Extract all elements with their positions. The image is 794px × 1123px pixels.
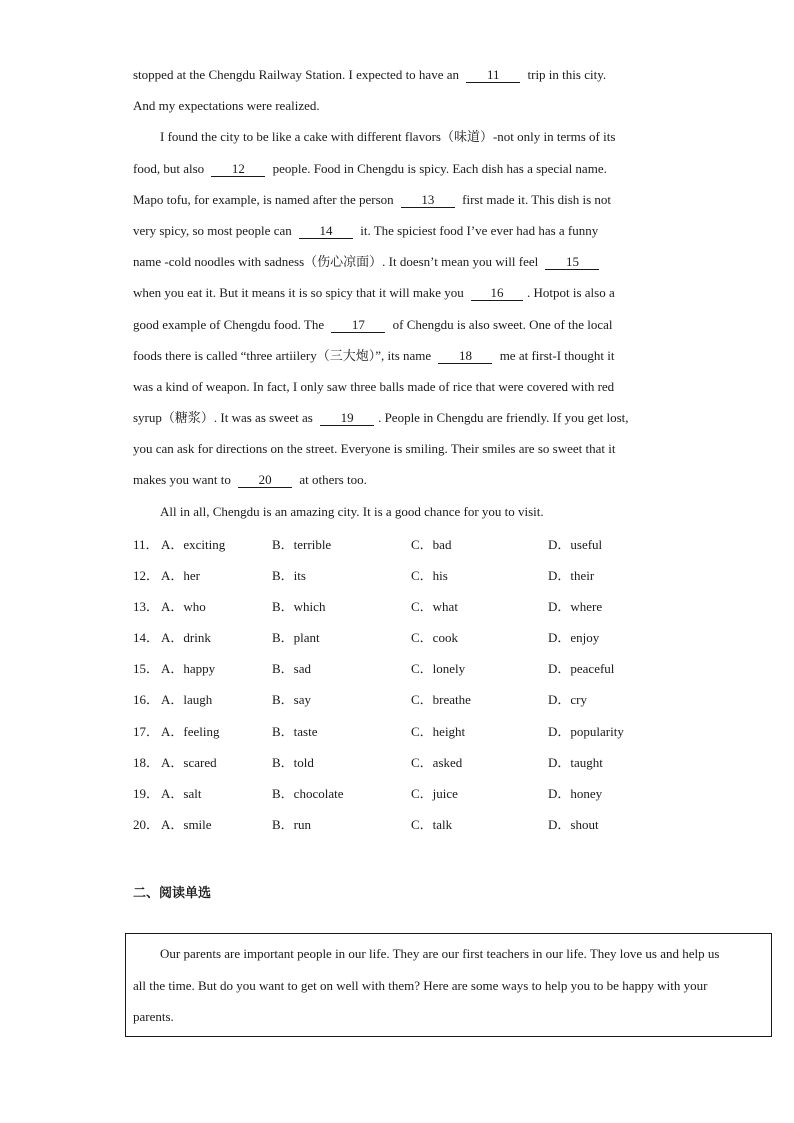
option-a: A．laugh (161, 692, 213, 708)
passage-line-4: food, but also 12 people. Food in Chengdu is spicy. Each dish has a special name. (133, 160, 607, 176)
option-c: C．talk (411, 816, 453, 832)
option-b: B．plant (272, 630, 320, 646)
option-a: A．scared (161, 754, 217, 770)
option-b: B．sad (272, 661, 312, 677)
option-a: A．smile (161, 816, 212, 832)
passage-line-3: I found the city to be like a cake with different flavors（味道）-not only in terms of its (160, 129, 616, 145)
reading-line-2: all the time. But do you want to get on well with them? Here are some ways to help you to be happy with your (133, 977, 708, 993)
passage-line-9: good example of Chengdu food. The 17 of Chengdu is also sweet. One of the local (133, 316, 613, 332)
reading-line-3: parents. (133, 1009, 174, 1024)
option-a: A．salt (161, 785, 202, 801)
question-row (133, 784, 673, 815)
question-row (133, 815, 673, 846)
cloze-passage (133, 65, 668, 533)
option-c: C．breathe (411, 692, 471, 708)
question-row (133, 628, 673, 659)
option-d: D．useful (548, 537, 603, 552)
option-b: B．told (272, 754, 314, 770)
option-d: D．honey (548, 785, 603, 801)
option-c: C．his (411, 568, 448, 584)
option-d: D．shout (548, 816, 599, 832)
option-a: A．exciting (161, 537, 226, 552)
section-heading: 二、阅读单选 (133, 886, 212, 901)
option-d: D．peaceful (548, 661, 615, 677)
passage-line-6: very spicy, so most people can 14 it. The spiciest food I’ve ever had has a funny (133, 222, 599, 238)
reading-passage-text (133, 944, 763, 1039)
blank-13: 13 (401, 193, 455, 208)
passage-line-13: you can ask for directions on the street. Everyone is smiling. Their smiles are so sweet that it (133, 441, 616, 457)
blank-17: 17 (331, 318, 385, 333)
question-row (133, 722, 673, 753)
blank-20: 20 (238, 473, 292, 488)
option-d: D．cry (548, 692, 587, 708)
option-c: C．what (411, 599, 458, 615)
passage-line-15: All in all, Chengdu is an amazing city. It is a good chance for you to visit. (160, 503, 544, 519)
blank-16: 16 (471, 286, 523, 301)
question-number: 15． (133, 661, 160, 677)
option-b: B．chocolate (272, 785, 344, 801)
option-b: B．which (272, 599, 326, 615)
blank-14: 14 (299, 224, 353, 239)
question-row (133, 753, 673, 784)
option-d: D．where (548, 599, 603, 615)
passage-line-14: makes you want to 20 at others too. (133, 472, 367, 488)
option-a: A．drink (161, 630, 211, 646)
option-b: B．say (272, 692, 312, 708)
question-row (133, 597, 673, 628)
question-row (133, 566, 673, 597)
passage-line-2: And my expectations were realized. (133, 98, 320, 114)
option-b: B．run (272, 816, 312, 832)
option-b: B．taste (272, 723, 318, 739)
question-number: 17． (133, 723, 160, 739)
blank-19: 19 (320, 411, 374, 426)
question-number: 18． (133, 754, 160, 770)
passage-line-12: syrup（糖浆）. It was as sweet as 19 . People in Chengdu are friendly. If you get lost, (133, 410, 629, 426)
option-c: C．height (411, 723, 466, 739)
option-c: C．lonely (411, 661, 466, 677)
passage-line-1: stopped at the Chengdu Railway Station. I expected to have an 11 trip in this city. (133, 67, 607, 82)
option-a: A．her (161, 568, 200, 584)
option-a: A．feeling (161, 723, 220, 739)
option-b: B．its (272, 568, 306, 584)
reading-line-1: Our parents are important people in our life. They are our first teachers in our life. They love us and help us (160, 946, 720, 961)
question-number: 11． (133, 537, 159, 552)
question-number: 13． (133, 599, 160, 615)
question-number: 16． (133, 692, 160, 708)
option-a: A．who (161, 599, 206, 615)
option-d: D．their (548, 568, 595, 584)
blank-11: 11 (466, 68, 520, 83)
blank-18: 18 (438, 349, 492, 364)
question-row (133, 659, 673, 690)
option-d: D．taught (548, 754, 603, 770)
passage-line-8: when you eat it. But it means it is so spicy that it will make you 16 . Hotpot is also a (133, 285, 615, 301)
reading-passage-box (125, 933, 772, 1037)
passage-line-11: was a kind of weapon. In fact, I only saw three balls made of rice that were covered with red (133, 378, 615, 394)
option-d: D．enjoy (548, 630, 600, 646)
blank-12: 12 (211, 162, 265, 177)
answer-options (133, 535, 673, 846)
passage-line-7: name -cold noodles with sadness（伤心凉面）. It doesn’t mean you will feel 15 (133, 252, 668, 283)
option-c: C．juice (411, 785, 458, 801)
option-b: B．terrible (272, 537, 332, 552)
question-row (133, 535, 673, 566)
option-d: D．popularity (548, 723, 624, 739)
question-number: 12． (133, 568, 160, 584)
option-a: A．happy (161, 661, 216, 677)
question-number: 20． (133, 816, 160, 832)
option-c: C．cook (411, 630, 458, 646)
blank-15: 15 (545, 255, 599, 270)
passage-line-5: Mapo tofu, for example, is named after the person 13 first made it. This dish is not (133, 191, 612, 207)
passage-line-10: foods there is called “three artiilery（三大炮）”, its name 18 me at first-I thought it (133, 347, 615, 363)
option-c: C．asked (411, 754, 463, 770)
question-number: 19． (133, 785, 160, 801)
option-c: C．bad (411, 537, 452, 552)
question-row (133, 690, 673, 721)
question-number: 14． (133, 630, 160, 646)
